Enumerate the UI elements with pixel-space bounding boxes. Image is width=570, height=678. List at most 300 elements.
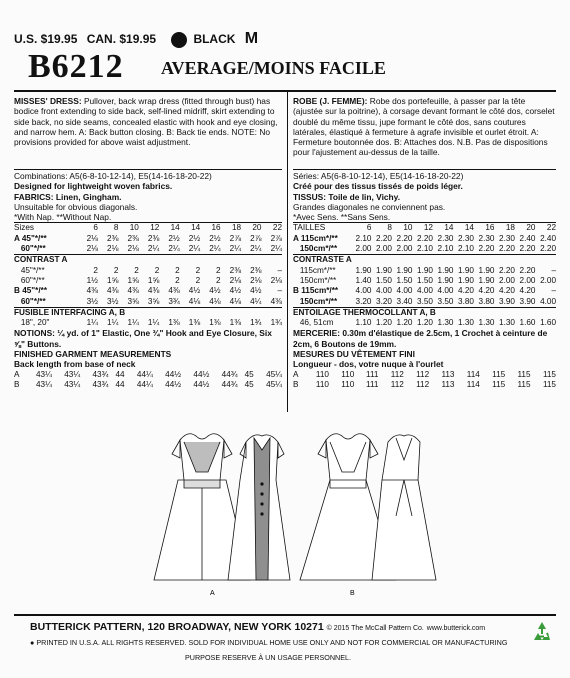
- sizes-header-row: [293, 223, 556, 234]
- measurement-row: [14, 370, 282, 380]
- sizes-header-row: [14, 223, 282, 234]
- cell-value: 2.00: [376, 244, 392, 254]
- cell-value: 43¼: [36, 379, 52, 389]
- cell-value: –: [277, 265, 282, 275]
- row-label: 150cm*/**: [293, 244, 338, 254]
- cell-value: 115: [492, 379, 506, 389]
- cell-value: 1⅜: [168, 318, 180, 328]
- cell-value: 45¼: [266, 369, 282, 379]
- combinations: Séries: A5(6-8-10-12-14), E5(14-16-18-20-22): [293, 171, 464, 181]
- finished-heading: FINISHED GARMENT MEASUREMENTS: [14, 349, 172, 360]
- cell-value: 1.30: [499, 318, 515, 328]
- row-label: B: [293, 379, 299, 389]
- cell-value: 1⅜: [229, 318, 242, 328]
- cell-value: 1.30: [437, 318, 454, 328]
- section-heading-row: [293, 307, 556, 318]
- cell-value: 2.10: [417, 244, 433, 254]
- cell-value: 4½: [188, 286, 201, 296]
- figure-label-a: A: [210, 590, 215, 597]
- section-heading-row: [14, 255, 282, 266]
- cell-value: 4⅛: [209, 296, 221, 306]
- color-dot-icon: [171, 32, 187, 48]
- cell-value: 2.20: [417, 233, 433, 243]
- price-line: [14, 30, 264, 48]
- english-column: [14, 96, 282, 390]
- cell-value: 2¼: [147, 244, 160, 254]
- yardage-row: [293, 318, 556, 328]
- cell-value: 1.90: [478, 275, 495, 285]
- cell-value: 4⅛: [188, 296, 201, 306]
- cell-value: 2⅜: [147, 233, 160, 243]
- row-label: B 45"*/**: [14, 286, 48, 296]
- cell-value: 4.20: [499, 286, 515, 296]
- description: [14, 96, 282, 168]
- cell-value: 4½: [229, 286, 242, 296]
- cell-value: 110: [341, 369, 355, 379]
- cell-value: 2⅜: [250, 265, 262, 275]
- cell-value: 43¾: [92, 379, 109, 389]
- cell-value: 2⅛: [127, 244, 139, 254]
- cell-value: 2¼: [168, 244, 180, 254]
- cell-value: 4⅛: [229, 296, 242, 306]
- yardage-row: [14, 276, 282, 286]
- cell-value: 2⅛: [107, 244, 119, 254]
- cell-value: 2.20: [499, 265, 515, 275]
- size-header: 20: [515, 223, 536, 234]
- dress-a-back-drawing: [228, 435, 290, 580]
- figure-label-b: B: [350, 590, 355, 597]
- cell-value: 115: [542, 379, 556, 389]
- cell-value: 4⅜: [168, 286, 180, 296]
- cell-value: 3.20: [376, 296, 392, 306]
- cell-value: 2.10: [355, 233, 372, 243]
- yardage-row: [293, 286, 556, 296]
- cell-value: 113: [441, 379, 455, 389]
- cell-value: 2.00: [396, 244, 413, 254]
- size-header: 18: [221, 223, 241, 234]
- row-label: 45"*/**: [14, 265, 45, 275]
- cell-value: 1.90: [355, 265, 372, 275]
- cell-value: 3¾: [168, 296, 180, 306]
- section-heading: CONTRAST A: [14, 255, 282, 266]
- unsuitable: Unsuitable for obvious diagonals.: [14, 201, 138, 212]
- row-label: 60"*/**: [14, 296, 46, 306]
- printed-text: PRINTED IN U.S.A. ALL RIGHTS RESERVED. SOLD FOR INDIVIDUAL HOME USE ONLY AND NOT FOR COMMERCIAL OR MANUFACTURING: [36, 638, 508, 647]
- cell-value: 2: [154, 265, 160, 275]
- cell-value: 45: [244, 379, 254, 389]
- cell-value: 1.20: [396, 318, 413, 328]
- cell-value: 1.40: [355, 275, 372, 285]
- cell-value: 1.60: [540, 318, 556, 328]
- cell-value: 4.20: [458, 286, 474, 296]
- size-header: 22: [261, 223, 282, 234]
- copyright: © 2015 The McCall Pattern Co.: [326, 625, 424, 632]
- cell-value: 1.60: [519, 318, 536, 328]
- cell-value: 43¼: [64, 369, 81, 379]
- column-divider: [287, 91, 288, 412]
- cell-value: 4½: [250, 286, 262, 296]
- cell-value: 114: [466, 369, 480, 379]
- row-label: 46, 51cm: [293, 318, 334, 328]
- size-header: 16: [474, 223, 495, 234]
- notions: MERCERIE: 0.30m d'élastique de 2.5cm, 1 Crochet à ceinture de 2cm, 6 Boutons de 19mm.: [293, 328, 548, 349]
- recycle-icon: [530, 620, 554, 644]
- cell-value: 44½: [193, 369, 210, 379]
- row-label: B 115cm*/**: [293, 286, 339, 296]
- cell-value: 1¾: [270, 318, 282, 328]
- cell-value: 1.90: [376, 265, 392, 275]
- cell-value: 44¼: [136, 369, 153, 379]
- company-address: BUTTERICK PATTERN, 120 BROADWAY, NEW YORK 10271: [30, 621, 324, 633]
- size-header: 6: [351, 223, 372, 234]
- cell-value: 1½: [86, 275, 98, 285]
- size-header: 12: [412, 223, 433, 234]
- cell-value: 4.20: [519, 286, 536, 296]
- cell-value: 4.00: [437, 286, 454, 296]
- cell-value: 1.50: [376, 275, 392, 285]
- yardage-row: [14, 266, 282, 276]
- cell-value: 1.90: [396, 265, 413, 275]
- cell-value: 1⅜: [188, 318, 201, 328]
- nap-note: *With Nap. **Without Nap.: [14, 212, 112, 223]
- row-label: 115cm*/**: [293, 265, 336, 275]
- size-header: 12: [139, 223, 159, 234]
- cell-value: 1.90: [437, 265, 454, 275]
- size-header: 14: [433, 223, 454, 234]
- cell-value: 115: [492, 369, 506, 379]
- cell-value: 3⅝: [147, 296, 160, 306]
- yardage-row: [293, 234, 556, 244]
- dress-b-back-drawing: [372, 435, 436, 580]
- garment-illustrations: [150, 420, 440, 605]
- row-label: A: [14, 369, 20, 379]
- cell-value: 4⅜: [107, 286, 119, 296]
- cell-value: 2⅞: [250, 233, 262, 243]
- cell-value: 43¼: [36, 369, 52, 379]
- cell-value: 1¼: [127, 318, 139, 328]
- divider: [293, 169, 556, 170]
- size-header: 10: [118, 223, 138, 234]
- cell-value: 3.80: [478, 296, 495, 306]
- description: [293, 96, 556, 168]
- finished-heading: MESURES DU VÊTEMENT FINI: [293, 349, 415, 360]
- unsuitable: Grandes diagonales ne conviennent pas.: [293, 201, 446, 212]
- row-label: A 45"*/**: [14, 233, 47, 243]
- cell-value: 2.10: [458, 244, 474, 254]
- cell-value: 1¼: [86, 318, 98, 328]
- measurement-row: [14, 380, 282, 390]
- cell-value: 2.00: [519, 275, 536, 285]
- printed-note: ● PRINTED IN U.S.A. ALL RIGHTS RESERVED. SOLD FOR INDIVIDUAL HOME USE ONLY AND NOT FOR COMMERCIAL OR MANUFACTURING: [30, 638, 508, 647]
- cell-value: 2⅛: [229, 275, 242, 285]
- cell-value: 115: [517, 379, 531, 389]
- cell-value: 1.90: [437, 275, 454, 285]
- cell-value: 2½: [209, 233, 221, 243]
- cell-value: 44½: [193, 379, 210, 389]
- cell-value: 2.30: [437, 233, 454, 243]
- cell-value: 44: [115, 379, 125, 389]
- cell-value: 2¼: [188, 244, 201, 254]
- cell-value: 4⅜: [270, 296, 282, 306]
- cell-value: 2: [134, 265, 139, 275]
- row-label: 150cm*/**: [293, 296, 338, 306]
- yardage-table: [14, 222, 282, 328]
- cell-value: 113: [441, 369, 455, 379]
- cell-value: 1¼: [147, 318, 160, 328]
- cell-value: 2¼: [209, 244, 221, 254]
- cell-value: 2: [113, 265, 119, 275]
- garment-title: ROBE (J. FEMME):: [293, 96, 368, 106]
- cell-value: 4½: [209, 286, 221, 296]
- cell-value: 1.30: [478, 318, 495, 328]
- row-label: 60"*/**: [14, 275, 45, 285]
- cell-value: 2.20: [540, 244, 556, 254]
- yardage-row: [14, 244, 282, 255]
- cell-value: 2.20: [396, 233, 413, 243]
- cell-value: 45: [244, 369, 254, 379]
- cell-value: 4.00: [376, 286, 392, 296]
- row-label: B: [14, 379, 20, 389]
- cell-value: 3.40: [396, 296, 413, 306]
- cell-value: 2: [195, 265, 201, 275]
- cell-value: 3.90: [519, 296, 536, 306]
- cell-value: 2⅞: [270, 233, 282, 243]
- cell-value: 3.50: [417, 296, 433, 306]
- cell-value: 4.00: [540, 296, 556, 306]
- cell-value: 3.20: [355, 296, 372, 306]
- cell-value: 1⅜: [209, 318, 221, 328]
- cell-value: –: [551, 286, 556, 296]
- cell-value: 4¼: [250, 296, 262, 306]
- cell-value: 43¼: [64, 379, 81, 389]
- cell-value: 3½: [86, 296, 98, 306]
- website-link[interactable]: www.butterick.com: [426, 625, 486, 632]
- cell-value: 115: [542, 369, 556, 379]
- yardage-row: [14, 318, 282, 328]
- size-letter: M: [244, 30, 259, 47]
- description-text: Pullover, back wrap dress (fitted through bust) has bodice front extending to side back, self-lined midriff, skirt extending to side back, no side seams, concealed elastic with hook and eye closing, and narrow hem. A: Back button closing. B: Back tie ends. NOTE: No provisions provided for above waist adjustment.: [14, 96, 278, 148]
- cell-value: 110: [315, 379, 329, 389]
- cell-value: 44½: [165, 379, 182, 389]
- yardage-row: [293, 276, 556, 286]
- cell-value: 2⅛: [86, 244, 98, 254]
- footer-divider: [14, 614, 556, 616]
- cell-value: 1⅝: [127, 275, 139, 285]
- cell-value: 1.90: [458, 265, 474, 275]
- measurement-row: [293, 370, 556, 380]
- cell-value: 1¾: [250, 318, 262, 328]
- cell-value: 115: [517, 369, 531, 379]
- cell-value: 2.40: [540, 233, 556, 243]
- cell-value: 3.90: [499, 296, 515, 306]
- cell-value: 2.20: [519, 244, 536, 254]
- row-label: A 115cm*/**: [293, 233, 338, 243]
- cell-value: –: [551, 265, 556, 275]
- purpose-note: PURPOSE RESERVE À UN USAGE PERSONNEL.: [185, 653, 352, 662]
- cell-value: 3.50: [437, 296, 454, 306]
- notions: NOTIONS: ¼ yd. of 1" Elastic, One ¾" Hook and Eye Closure, Six ⅝" Buttons.: [14, 328, 272, 349]
- yardage-table: [293, 222, 556, 328]
- row-label: 150cm*/**: [293, 275, 337, 285]
- cell-value: 112: [416, 379, 430, 389]
- size-header: 20: [241, 223, 261, 234]
- cell-value: 43¾: [92, 369, 109, 379]
- description-text: Robe dos portefeuille, à passer par la tête (ajustée sur la poitrine), à corsage devant formant le côté dos, corselet doublé du même tissu, jupe formant le côté dos, sans coutures latérales, élastiqué à fermeture à agrafe invisible et ourlet étroit. A: Fermeture boutonnée dos. B: Attaches dos. N.B. Pas de dispositions pour l'ajustement au-dessus de la taille.: [293, 96, 555, 158]
- us-price: U.S. $19.95: [14, 32, 78, 46]
- size-header: 8: [98, 223, 118, 234]
- cell-value: 4⅜: [147, 286, 160, 296]
- row-label: 18", 20": [14, 318, 50, 328]
- cell-value: 4⅜: [127, 286, 139, 296]
- color-label: BLACK: [193, 32, 236, 46]
- cell-value: 3⅝: [127, 296, 139, 306]
- designed-for: Créé pour des tissus tissés de poids léger.: [293, 181, 463, 192]
- cell-value: 4.00: [355, 286, 372, 296]
- cell-value: 4.00: [396, 286, 413, 296]
- cell-value: 110: [315, 369, 329, 379]
- yardage-row: [14, 234, 282, 244]
- size-header: 14: [453, 223, 474, 234]
- cell-value: 44¼: [136, 379, 153, 389]
- cell-value: 1.20: [417, 318, 433, 328]
- size-header: 16: [200, 223, 220, 234]
- cell-value: 1.90: [417, 265, 433, 275]
- cell-value: 2.00: [355, 244, 372, 254]
- size-header: 6: [78, 223, 98, 234]
- cell-value: 44½: [165, 369, 182, 379]
- cell-value: 1.50: [417, 275, 433, 285]
- yardage-row: [293, 297, 556, 308]
- cell-value: 2: [195, 275, 201, 285]
- cell-value: 111: [366, 379, 379, 389]
- cell-value: 44¾: [221, 379, 238, 389]
- top-divider: [14, 90, 556, 92]
- cell-value: 2: [216, 275, 221, 285]
- fabrics: TISSUS: Toile de lin, Vichy.: [293, 191, 401, 202]
- cell-value: 2.10: [437, 244, 454, 254]
- cell-value: 1.10: [355, 318, 372, 328]
- cell-value: 2⅛: [86, 233, 98, 243]
- garment-title: MISSES' DRESS:: [14, 96, 82, 106]
- cell-value: 2: [175, 265, 180, 275]
- cell-value: 2: [93, 265, 98, 275]
- cell-value: 112: [416, 369, 430, 379]
- cell-value: 2.30: [458, 233, 474, 243]
- cell-value: 2.20: [519, 265, 536, 275]
- yardage-row: [293, 244, 556, 255]
- cell-value: 112: [390, 369, 404, 379]
- fabrics: FABRICS: Linen, Gingham.: [14, 191, 122, 202]
- yardage-row: [14, 297, 282, 308]
- section-heading: ENTOILAGE THERMOCOLLANT A, B: [293, 307, 556, 318]
- cell-value: 2.00: [499, 275, 515, 285]
- cell-value: 1.20: [376, 318, 392, 328]
- cell-value: 2¼: [229, 244, 242, 254]
- cell-value: 2⅞: [229, 233, 242, 243]
- cell-value: 2.30: [478, 233, 495, 243]
- section-heading-row: [293, 255, 556, 266]
- back-length: Longueur - dos, votre nuque à l'ourlet: [293, 359, 444, 370]
- cell-value: 1.90: [458, 275, 474, 285]
- cell-value: 2⅜: [127, 233, 139, 243]
- cell-value: 2¼: [250, 244, 262, 254]
- cell-value: 2⅜: [229, 265, 242, 275]
- cell-value: 2.20: [376, 233, 392, 243]
- cell-value: 2: [175, 275, 180, 285]
- cell-value: 2.20: [478, 244, 495, 254]
- size-header: 18: [494, 223, 515, 234]
- cell-value: 1⅝: [107, 275, 119, 285]
- cell-value: 1¼: [107, 318, 119, 328]
- section-heading: FUSIBLE INTERFACING A, B: [14, 307, 282, 318]
- cell-value: –: [277, 286, 282, 296]
- divider: [14, 169, 282, 170]
- cell-value: 2.20: [499, 244, 515, 254]
- cell-value: 2½: [168, 233, 180, 243]
- cell-value: 1.50: [396, 275, 413, 285]
- row-label: 60"*/**: [14, 244, 46, 254]
- row-label: A: [293, 369, 299, 379]
- yardage-row: [14, 286, 282, 296]
- cell-value: 114: [466, 379, 480, 389]
- nap-note: *Avec Sens. **Sans Sens.: [293, 212, 391, 223]
- cell-value: 1⅝: [147, 275, 160, 285]
- section-heading: CONTRASTE A: [293, 255, 556, 266]
- combinations: Combinations: A5(6-8-10-12-14), E5(14-16-18-20-22): [14, 171, 212, 181]
- cell-value: 4.00: [417, 286, 433, 296]
- cell-value: 2.00: [540, 275, 556, 285]
- cell-value: 2⅛: [250, 275, 262, 285]
- cell-value: 2⅜: [107, 233, 119, 243]
- cell-value: 112: [390, 379, 404, 389]
- cell-value: 3.80: [458, 296, 474, 306]
- back-length: Back length from base of neck: [14, 359, 136, 370]
- measurement-table: [293, 370, 556, 391]
- cell-value: 2: [216, 265, 221, 275]
- cell-value: 4.20: [478, 286, 495, 296]
- designed-for: Designed for lightweight woven fabrics.: [14, 181, 173, 192]
- footer-address: [30, 621, 485, 633]
- cell-value: 4⅜: [86, 286, 98, 296]
- cell-value: 2.30: [499, 233, 515, 243]
- measurement-table: [14, 370, 282, 391]
- cell-value: 2⅛: [270, 275, 282, 285]
- measurement-row: [293, 380, 556, 390]
- french-column: [293, 96, 556, 390]
- size-header: 8: [371, 223, 392, 234]
- size-header: 22: [535, 223, 556, 234]
- sizes-label: Sizes: [14, 223, 78, 234]
- size-header: 14: [180, 223, 200, 234]
- difficulty-label: AVERAGE/MOINS FACILE: [161, 58, 386, 78]
- cell-value: 1.30: [458, 318, 474, 328]
- cell-value: 45¼: [266, 379, 282, 389]
- yardage-row: [293, 266, 556, 276]
- sizes-label: TAILLES: [293, 223, 351, 234]
- cell-value: 1.90: [478, 265, 495, 275]
- cell-value: 3½: [107, 296, 119, 306]
- section-heading-row: [14, 307, 282, 318]
- cell-value: 2.40: [519, 233, 536, 243]
- cell-value: 110: [341, 379, 355, 389]
- can-price: CAN. $19.95: [86, 32, 157, 46]
- cell-value: 2¼: [270, 244, 282, 254]
- size-header: 14: [159, 223, 179, 234]
- cell-value: 44: [115, 369, 125, 379]
- cell-value: 111: [366, 369, 379, 379]
- pattern-number: B6212: [28, 48, 124, 85]
- cell-value: 44¾: [221, 369, 238, 379]
